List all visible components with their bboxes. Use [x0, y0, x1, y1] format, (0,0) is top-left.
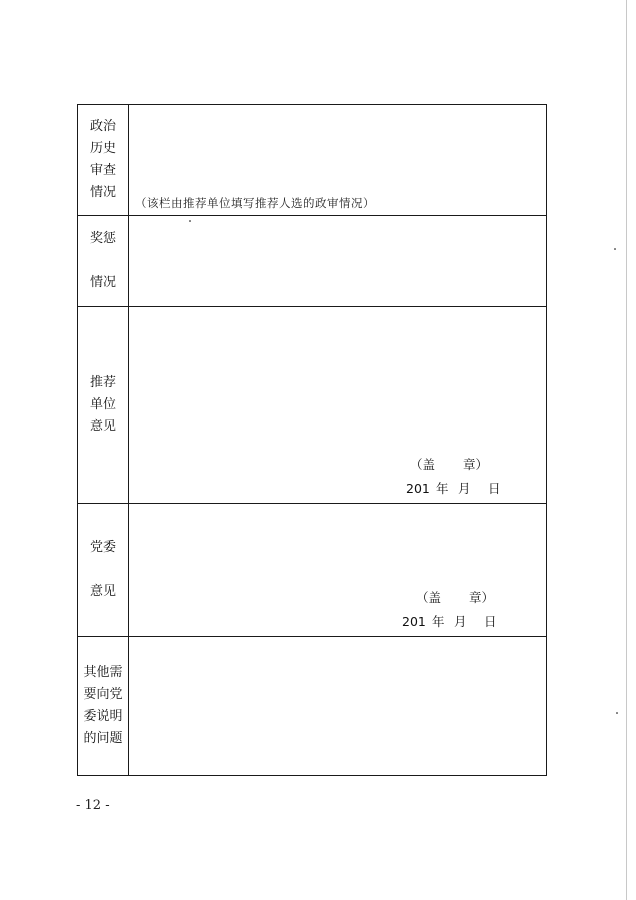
date-line	[406, 479, 508, 497]
date-month-char: 月	[454, 614, 467, 629]
label-line: 其他需	[83, 665, 123, 680]
label-line: 历史	[89, 141, 116, 156]
awards-row	[78, 216, 547, 307]
page-number: - 12 -	[76, 798, 110, 813]
awards-label	[78, 216, 129, 307]
date-day-char: 日	[488, 481, 501, 496]
political-review-label	[78, 105, 129, 216]
seal-close: 章）	[468, 590, 494, 605]
date-year-char: 年	[432, 614, 445, 629]
party-committee-field[interactable]	[129, 504, 547, 637]
seal-placeholder	[410, 455, 488, 473]
date-year-char: 年	[436, 481, 449, 496]
scan-edge-line	[626, 0, 627, 900]
label-line: 情况	[89, 185, 116, 200]
recommending-unit-field[interactable]	[129, 307, 547, 504]
label-line: 党委	[89, 540, 116, 555]
label-line: 意见	[89, 584, 116, 599]
label-line: 奖惩	[89, 231, 116, 246]
seal-open: （盖	[409, 457, 435, 472]
date-day-char: 日	[484, 614, 497, 629]
other-issues-label	[78, 637, 129, 776]
seal-close: 章）	[462, 457, 488, 472]
label-line: 委说明	[83, 709, 123, 724]
other-issues-row	[78, 637, 547, 776]
recommending-unit-label	[78, 307, 129, 504]
party-committee-row	[78, 504, 547, 637]
political-review-row	[78, 105, 547, 216]
label-line: 审查	[89, 163, 116, 178]
label-line: 推荐	[89, 375, 116, 390]
date-month-char: 月	[458, 481, 471, 496]
party-committee-label	[78, 504, 129, 637]
scan-speck	[616, 712, 618, 714]
scan-speck	[614, 248, 616, 250]
recommendation-form-table	[77, 104, 547, 776]
label-line: 情况	[89, 275, 116, 290]
date-year: 201	[406, 481, 430, 496]
label-line: 的问题	[83, 731, 123, 746]
label-line: 单位	[89, 397, 116, 412]
label-line: 意见	[89, 419, 116, 434]
other-issues-field[interactable]	[129, 637, 547, 776]
label-line: 要向党	[83, 687, 123, 702]
seal-placeholder	[416, 588, 494, 606]
recommending-unit-row	[78, 307, 547, 504]
political-review-field[interactable]	[129, 105, 547, 216]
date-year: 201	[402, 614, 426, 629]
seal-open: （盖	[415, 590, 441, 605]
political-review-note: （该栏由推荐单位填写推荐人选的政审情况）	[135, 196, 375, 210]
awards-field[interactable]	[129, 216, 547, 307]
date-line	[402, 612, 504, 630]
label-line: 政治	[89, 119, 116, 134]
